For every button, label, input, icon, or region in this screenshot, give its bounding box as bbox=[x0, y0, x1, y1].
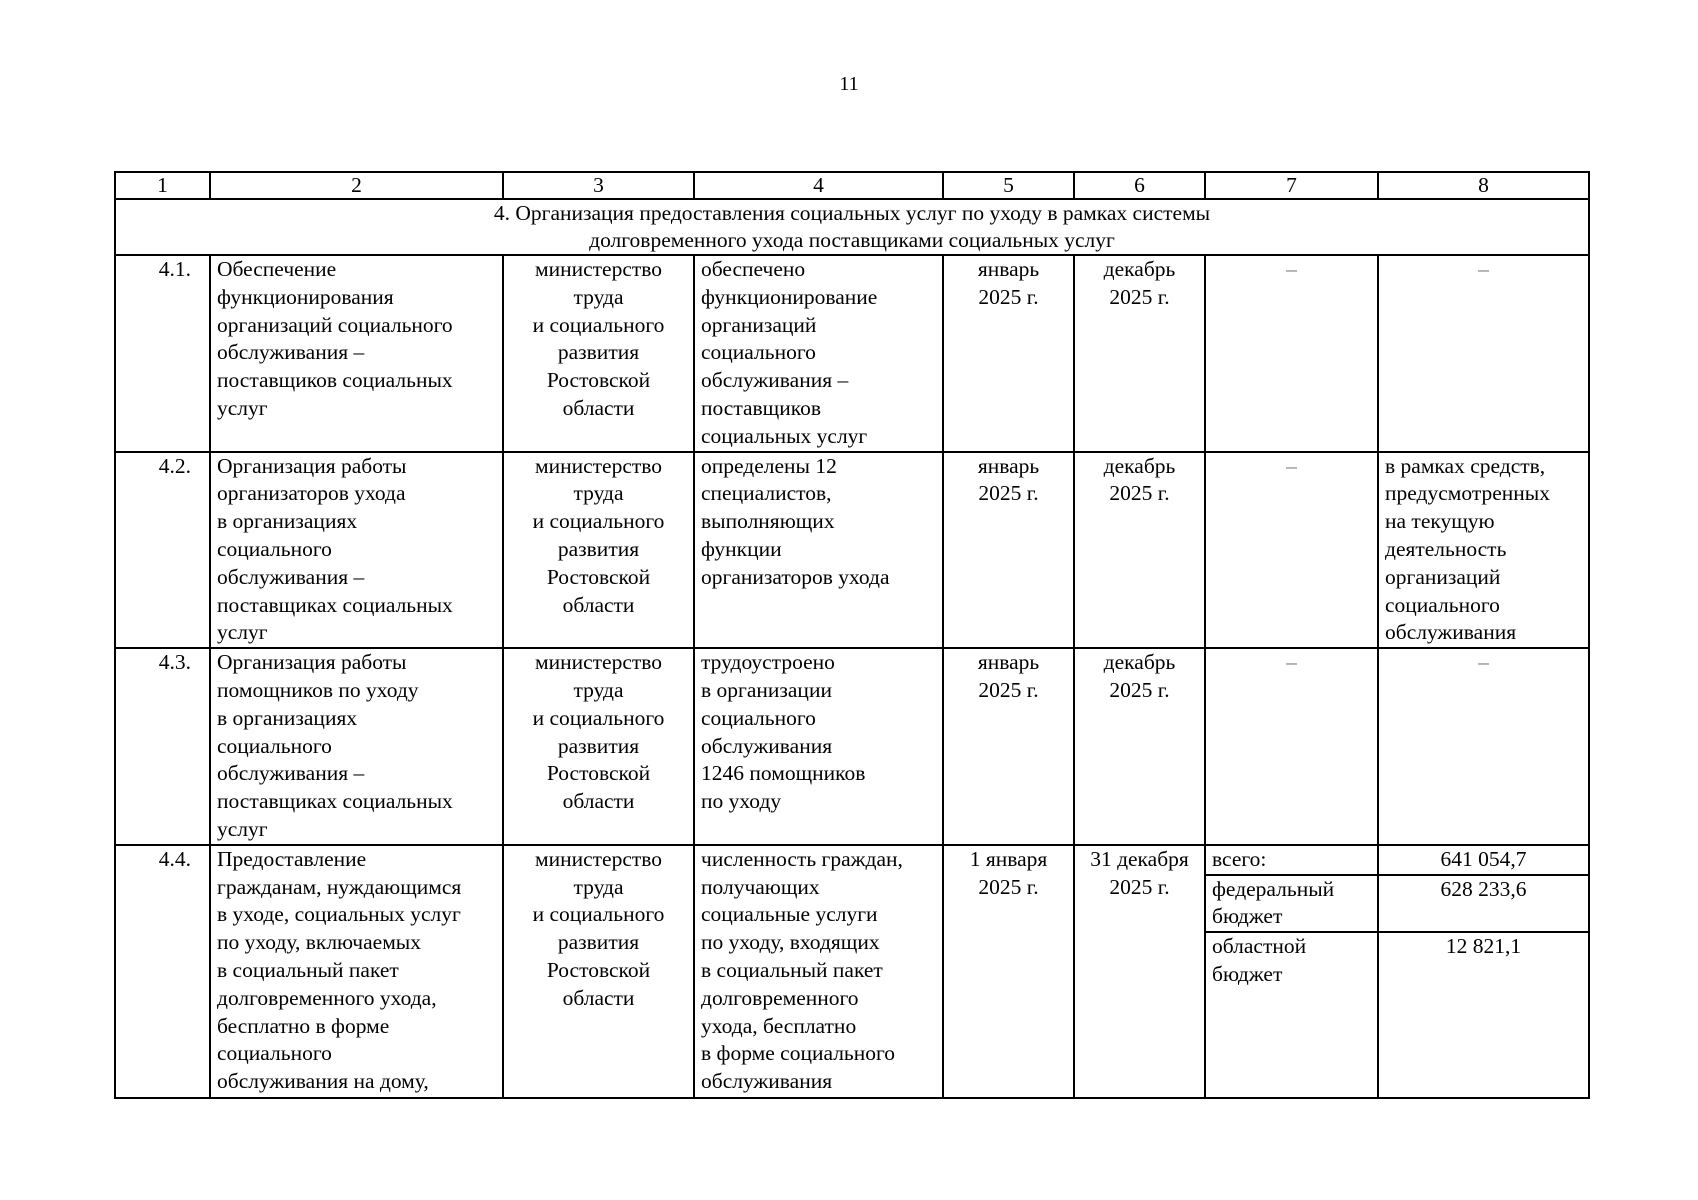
start-date: январь 2025 г. bbox=[943, 648, 1074, 845]
item-number: 4.1. bbox=[115, 255, 210, 452]
section-heading: 4. Организация предоставления социальных услуг по уходу в рамках системы долговременного ухода поставщиками социальных услуг bbox=[115, 199, 1589, 255]
start-date: январь 2025 г. bbox=[943, 255, 1074, 452]
column-number-header-cell: 1 bbox=[115, 172, 210, 199]
column-number-header-cell: 2 bbox=[210, 172, 503, 199]
funding-amount: – bbox=[1378, 255, 1589, 452]
table-row bbox=[115, 845, 1589, 875]
expected-result: численность граждан, получающих социальные услуги по уходу, входящих в социальный пакет долговременного ухода, бесплатно в форме социального обслуживания bbox=[694, 845, 943, 1098]
section-heading-row bbox=[115, 199, 1589, 255]
expected-result: трудоустроено в организации социального обслуживания 1246 помощников по уходу bbox=[694, 648, 943, 845]
event-name: Обеспечение функционирования организаций социального обслуживания – поставщиков социальных услуг bbox=[210, 255, 503, 452]
event-name: Организация работы помощников по уходу в организациях социального обслуживания – поставщиках социальных услуг bbox=[210, 648, 503, 845]
column-number-header-cell: 4 bbox=[694, 172, 943, 199]
start-date: 1 января 2025 г. bbox=[943, 845, 1074, 1098]
funding-amount: 12 821,1 bbox=[1378, 932, 1589, 1098]
funding-amount: – bbox=[1378, 648, 1589, 845]
item-number: 4.4. bbox=[115, 845, 210, 1098]
funding-source: – bbox=[1205, 648, 1378, 845]
action-plan-table bbox=[114, 171, 1590, 1099]
start-date: январь 2025 г. bbox=[943, 452, 1074, 649]
column-number-header-row bbox=[115, 172, 1589, 199]
table-row bbox=[115, 255, 1589, 452]
funding-source: федеральный бюджет bbox=[1205, 875, 1378, 933]
table-row bbox=[115, 648, 1589, 845]
column-number-header-cell: 7 bbox=[1205, 172, 1378, 199]
expected-result: определены 12 специалистов, выполняющих функции организаторов ухода bbox=[694, 452, 943, 649]
column-number-header-cell: 8 bbox=[1378, 172, 1589, 199]
responsible-executor: министерство труда и социального развития Ростовской области bbox=[503, 845, 694, 1098]
funding-amount: в рамках средств, предусмотренных на текущую деятельность организаций социального обслуживания bbox=[1378, 452, 1589, 649]
responsible-executor: министерство труда и социального развития Ростовской области bbox=[503, 255, 694, 452]
funding-source: всего: bbox=[1205, 845, 1378, 875]
responsible-executor: министерство труда и социального развития Ростовской области bbox=[503, 452, 694, 649]
column-number-header-cell: 5 bbox=[943, 172, 1074, 199]
end-date: декабрь 2025 г. bbox=[1074, 452, 1205, 649]
column-number-header-cell: 3 bbox=[503, 172, 694, 199]
responsible-executor: министерство труда и социального развития Ростовской области bbox=[503, 648, 694, 845]
funding-source: областной бюджет bbox=[1205, 932, 1378, 1098]
expected-result: обеспечено функционирование организаций социального обслуживания – поставщиков социальных услуг bbox=[694, 255, 943, 452]
table-row bbox=[115, 452, 1589, 649]
column-number-header-cell: 6 bbox=[1074, 172, 1205, 199]
funding-source: – bbox=[1205, 255, 1378, 452]
funding-amount: 628 233,6 bbox=[1378, 875, 1589, 933]
end-date: 31 декабря 2025 г. bbox=[1074, 845, 1205, 1098]
end-date: декабрь 2025 г. bbox=[1074, 255, 1205, 452]
page-number: 11 bbox=[839, 73, 859, 95]
funding-source: – bbox=[1205, 452, 1378, 649]
end-date: декабрь 2025 г. bbox=[1074, 648, 1205, 845]
event-name: Организация работы организаторов ухода в организациях социального обслуживания – поставщиках социальных услуг bbox=[210, 452, 503, 649]
item-number: 4.3. bbox=[115, 648, 210, 845]
funding-amount: 641 054,7 bbox=[1378, 845, 1589, 875]
event-name: Предоставление гражданам, нуждающимся в уходе, социальных услуг по уходу, включаемых в социальный пакет долговременного ухода, бесплатно в форме социального обслуживания на дому, bbox=[210, 845, 503, 1098]
item-number: 4.2. bbox=[115, 452, 210, 649]
